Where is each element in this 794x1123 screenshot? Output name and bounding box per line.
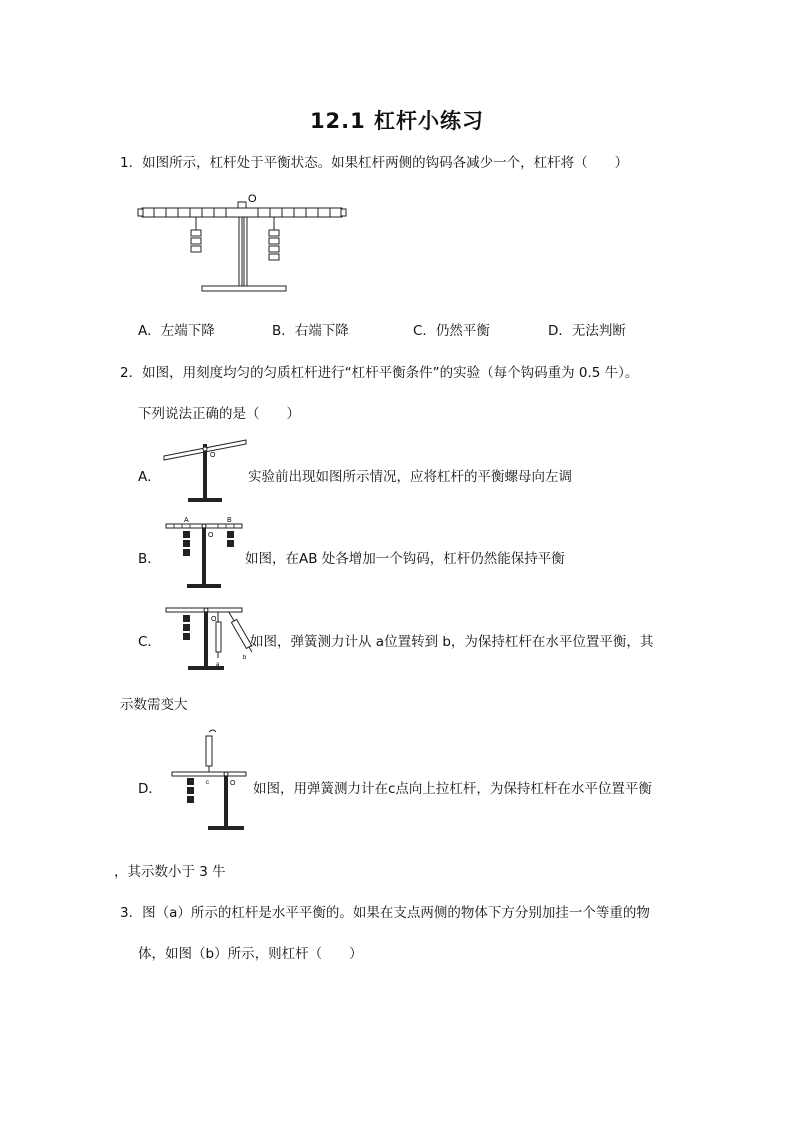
q2-option-a-text: 实验前出现如图所示情况，应将杠杆的平衡螺母向左调 <box>248 469 572 485</box>
q2d-point-c-label: c <box>206 780 209 786</box>
q2-option-c-continued: 示数需变大 <box>120 697 188 713</box>
q1-option-d: D．无法判断 <box>548 323 626 339</box>
q2c-position-b-label: b <box>243 655 247 661</box>
q2b-point-b-label: B <box>227 517 232 524</box>
q2b-fulcrum-label: O <box>208 532 214 539</box>
q2-option-b-text: 如图，在AB 处各增加一个钩码，杠杆仍然能保持平衡 <box>245 551 565 567</box>
question-2-line1: 2．如图，用刻度均匀的匀质杠杆进行“杠杆平衡条件”的实验（每个钩码重为 0.5 牛）。 <box>120 365 639 381</box>
q2-figure-c <box>164 602 252 672</box>
q1-option-c: C．仍然平衡 <box>413 323 490 339</box>
q1-lever-figure <box>138 190 350 296</box>
question-3-line1: 3．图（a）所示的杠杆是水平平衡的。如果在支点两侧的物体下方分别加挂一个等重的物 <box>120 905 650 921</box>
q1-fulcrum-label: O <box>248 193 257 205</box>
question-2-line2: 下列说法正确的是（ ） <box>138 406 300 422</box>
question-3-line2: 体，如图（b）所示，则杠杆（ ） <box>138 946 363 962</box>
q2-option-c-letter: C． <box>138 634 161 650</box>
q2-option-d-continued: ，其示数小于 3 牛 <box>114 864 226 880</box>
page-title: 12.1 杠杆小练习 <box>309 109 485 133</box>
question-1-text: 1．如图所示，杠杆处于平衡状态。如果杠杆两侧的钩码各减少一个，杠杆将（ ） <box>120 155 629 171</box>
q2-option-a-letter: A． <box>138 469 161 485</box>
q2-option-b-letter: B． <box>138 551 161 567</box>
q2c-position-a-label: a <box>216 662 220 668</box>
q2-figure-b <box>162 514 244 590</box>
q2-option-c-text: 如图，弹簧测力计从 a位置转到 b，为保持杠杆在水平位置平衡，其 <box>250 634 654 650</box>
q2d-fulcrum-label: O <box>230 780 236 787</box>
q1-option-b: B．右端下降 <box>272 323 349 339</box>
q2-figure-a <box>162 432 248 506</box>
q2a-fulcrum-label: O <box>210 452 216 459</box>
q2c-fulcrum-label: O <box>211 616 217 623</box>
q1-option-a: A．左端下降 <box>138 323 215 339</box>
q2-option-d-text: 如图，用弹簧测力计在c点向上拉杠杆，为保持杠杆在水平位置平衡 <box>253 781 652 797</box>
q2-figure-d <box>166 728 252 834</box>
q2-option-d-letter: D． <box>138 781 162 797</box>
q2b-point-a-label: A <box>184 517 189 524</box>
